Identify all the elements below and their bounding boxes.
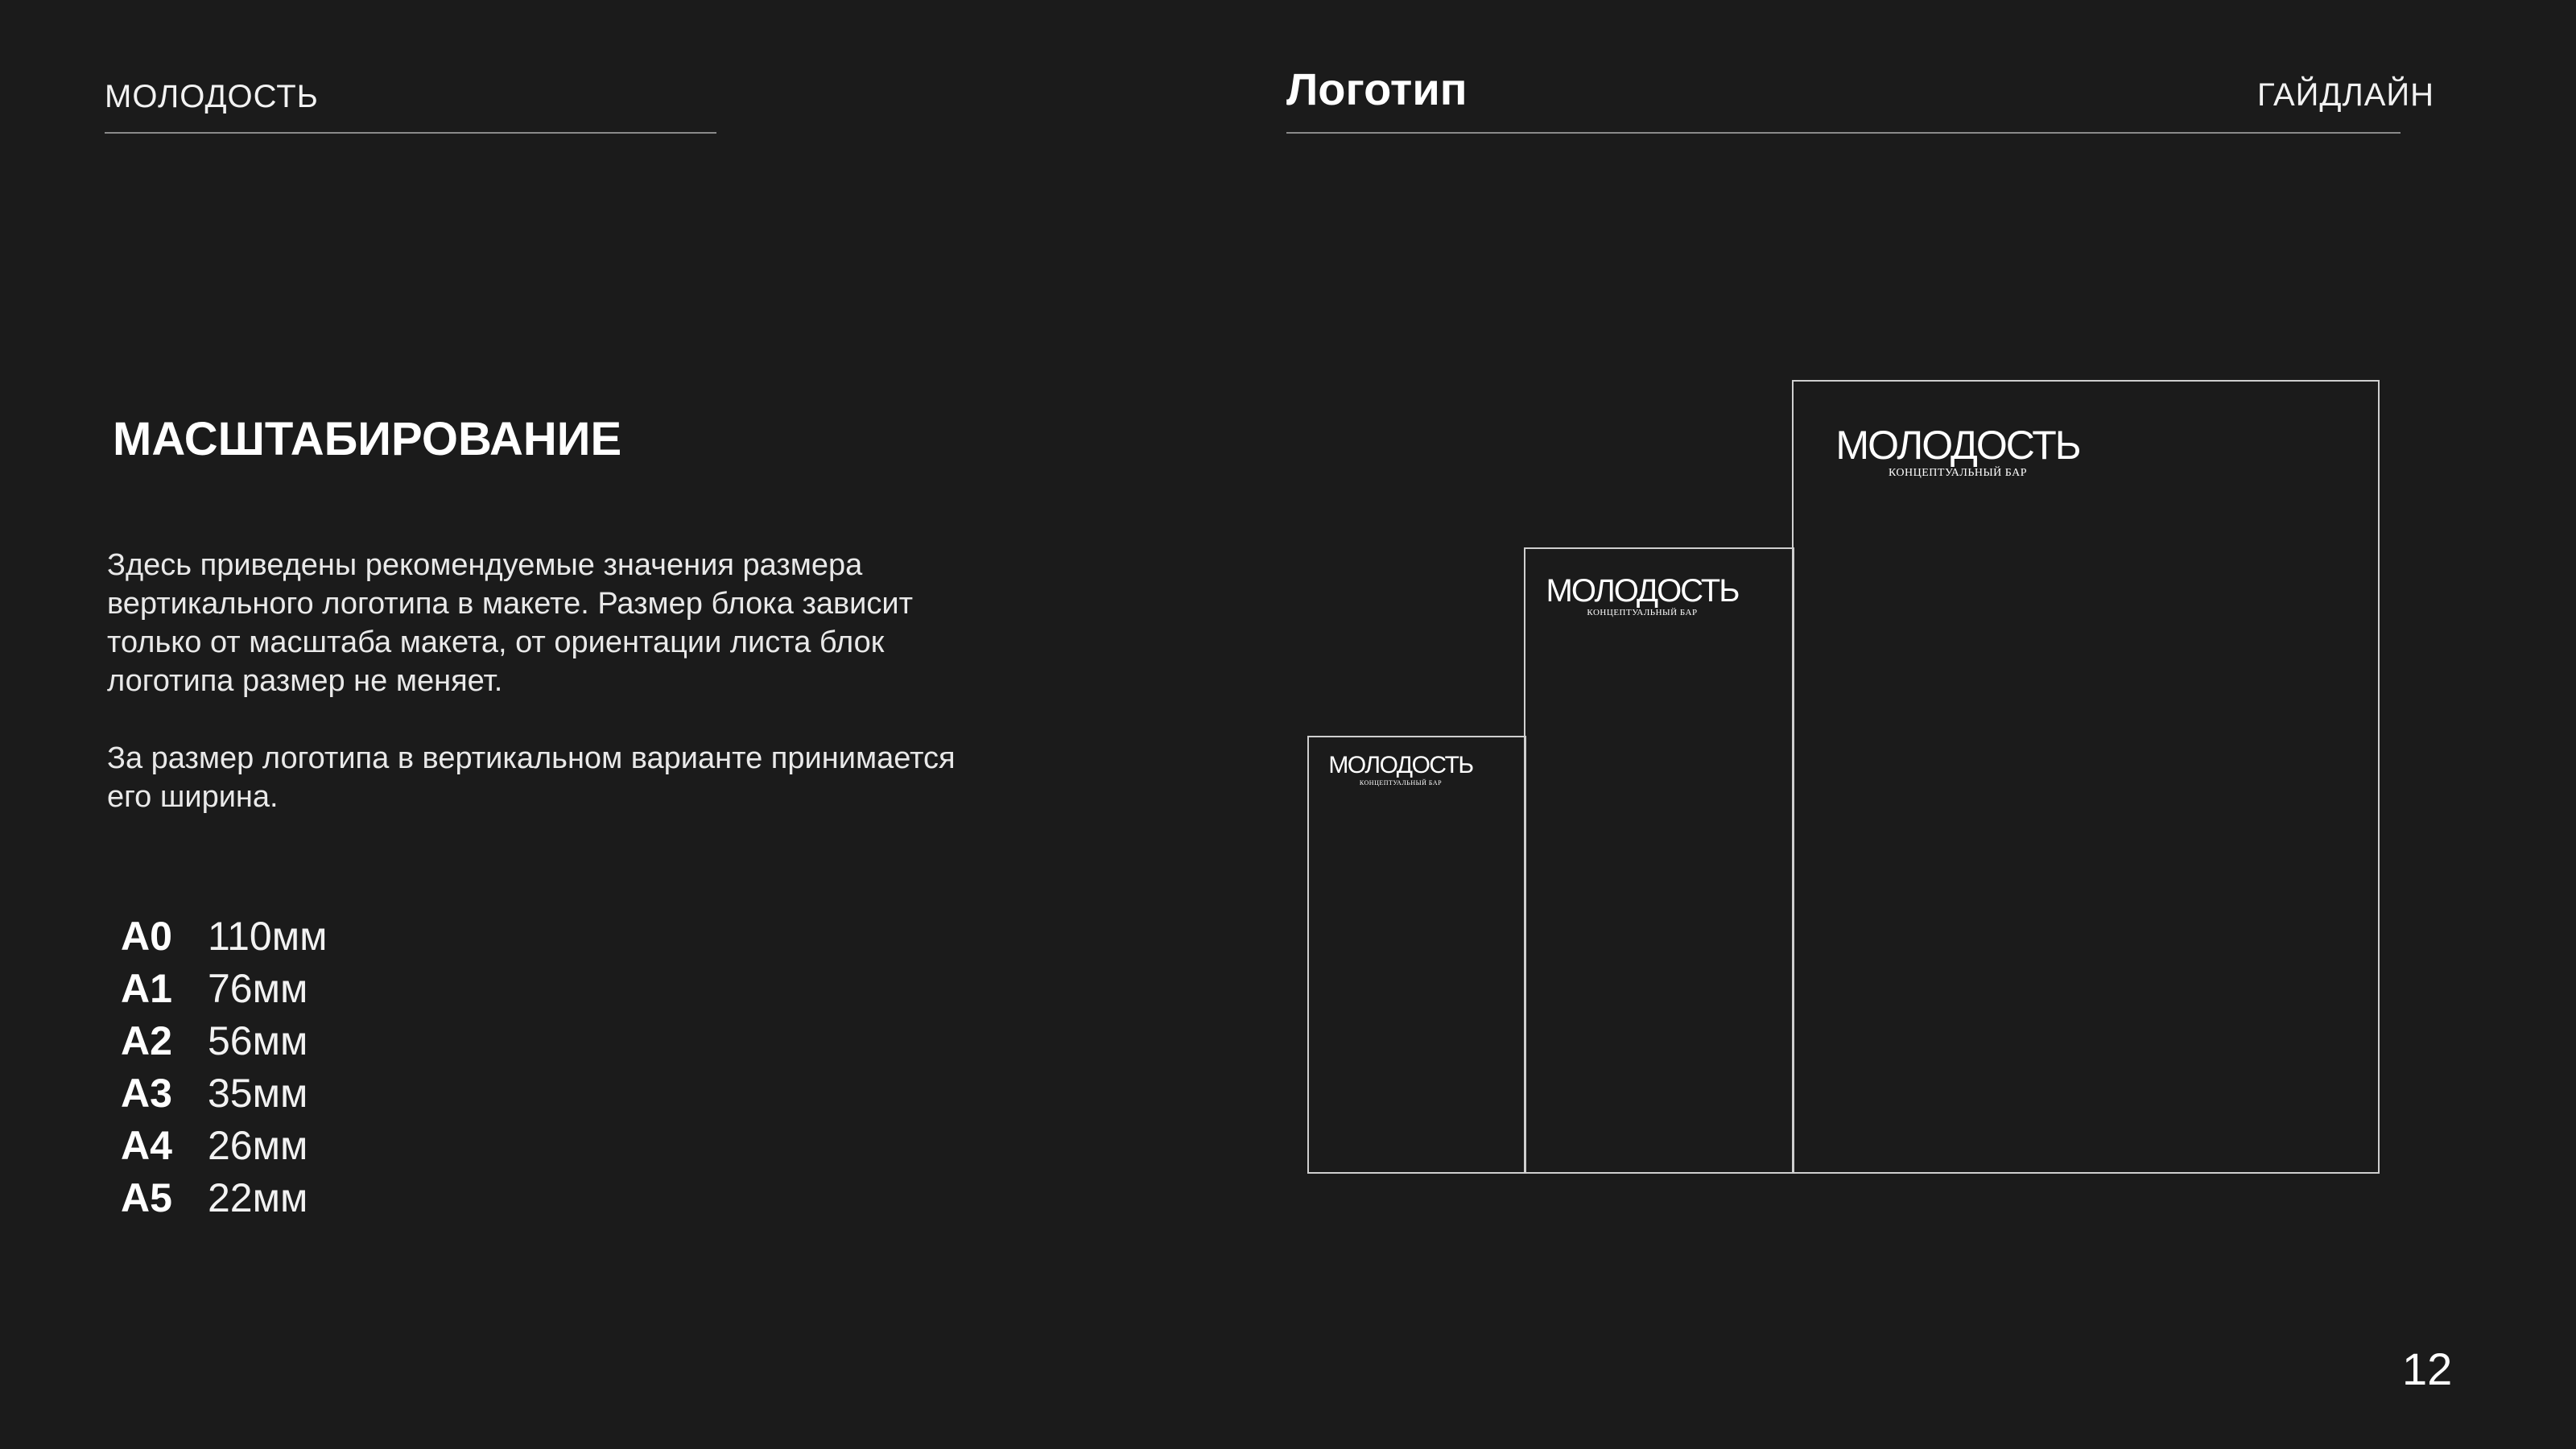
header-divider-right: [1286, 132, 2401, 134]
size-row: [121, 1171, 327, 1224]
size-value: 22мм: [208, 1174, 308, 1220]
logo-subtitle: КОНЦЕПТУАЛЬНЫЙ БАР: [1888, 467, 2028, 479]
size-value: 26мм: [208, 1122, 308, 1168]
size-value: 76мм: [208, 965, 308, 1011]
size-value: 56мм: [208, 1018, 308, 1063]
size-format: A1: [121, 965, 172, 1011]
logo-medium: [1539, 573, 1745, 617]
sheet-frame-medium: [1524, 547, 1794, 1174]
size-format: A2: [121, 1018, 172, 1063]
size-format: A5: [121, 1174, 172, 1220]
logo-subtitle: КОНЦЕПТУАЛЬНЫЙ БАР: [1587, 608, 1698, 617]
size-row: [121, 1067, 327, 1119]
size-value: 110мм: [208, 913, 328, 959]
size-list: [121, 910, 327, 1224]
logo-wordmark: МОЛОДОСТЬ: [1546, 573, 1739, 609]
logo-subtitle: КОНЦЕПТУАЛЬНЫЙ БАР: [1359, 779, 1443, 786]
logo-wordmark: МОЛОДОСТЬ: [1328, 752, 1473, 778]
size-format: A3: [121, 1070, 172, 1116]
size-row: [121, 1119, 327, 1171]
header-divider-left: [105, 132, 716, 134]
size-row: [121, 1014, 327, 1067]
sheet-frame-large: [1792, 380, 2380, 1174]
description-paragraph: Здесь приведены рекомендуемые значения размера вертикального логотипа в макете. Размер блока зависит только от масштаба макета, от ориентации листа блок логотипа размер не меняет.: [107, 548, 914, 698]
brand-name: МОЛОДОСТЬ: [105, 79, 319, 114]
page-number: 12: [2402, 1344, 2453, 1394]
logo-wordmark: МОЛОДОСТЬ: [1835, 423, 2080, 468]
size-format: A4: [121, 1122, 172, 1168]
section-title: МАСШТАБИРОВАНИЕ: [113, 413, 622, 465]
size-format: A0: [121, 913, 172, 959]
sheet-frame-small: [1307, 736, 1526, 1174]
page-title: Логотип: [1286, 64, 1468, 114]
size-row: [121, 962, 327, 1014]
size-value: 35мм: [208, 1070, 308, 1116]
description-paragraph: За размер логотипа в вертикальном варианте принимается его ширина.: [107, 741, 956, 814]
guideline-label: ГАЙДЛАЙН: [2257, 77, 2435, 113]
logo-large: [1831, 422, 2085, 480]
size-row: [121, 910, 327, 962]
logo-small: [1327, 752, 1475, 786]
